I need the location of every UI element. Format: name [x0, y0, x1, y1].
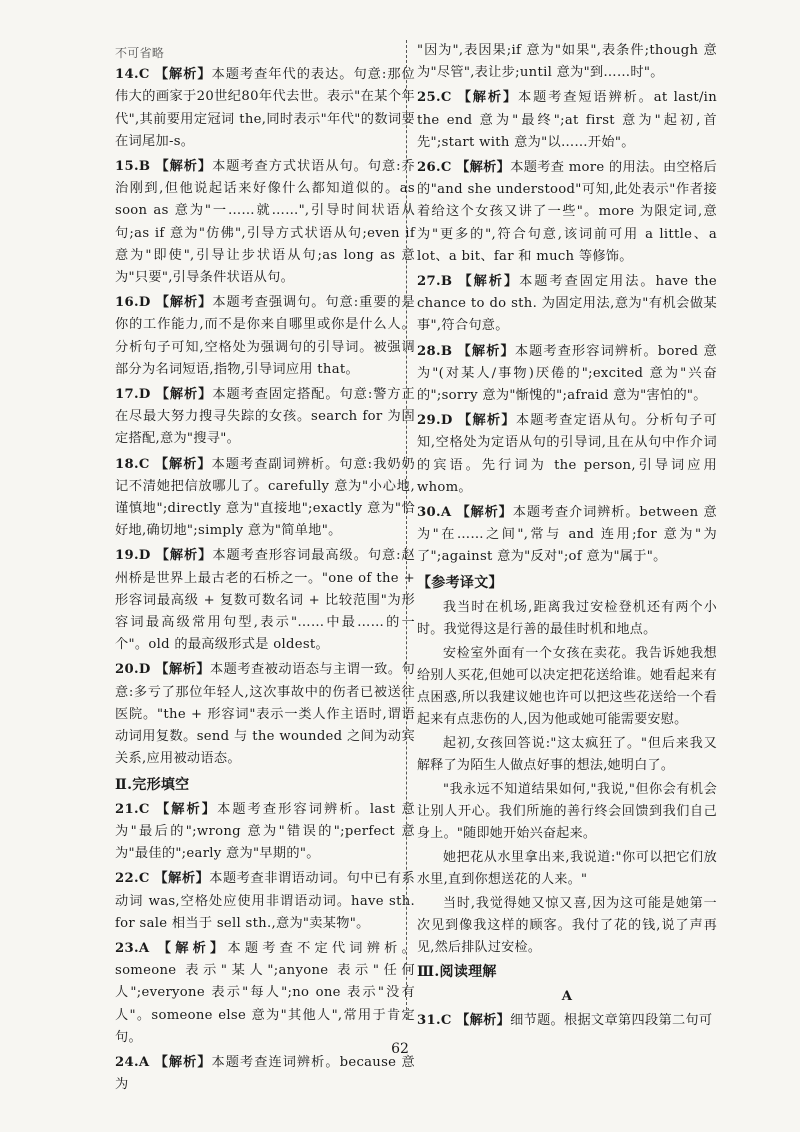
answer-entry [115, 659, 415, 770]
analysis-text: 本题考查年代的表达。句意:那位伟大的画家于20世纪80年代去世。表示"在某个年代",其前要用定冠词 the,同时表示"年代"的数词要在词尾加-s。 [115, 67, 415, 149]
analysis-tag: 【解析】 [457, 90, 519, 106]
translation-heading: 【参考译文】 [417, 574, 503, 591]
analysis-tag: 【解析】 [155, 662, 210, 678]
analysis-tag: 【解析】 [458, 274, 520, 290]
answer-entry [115, 64, 415, 153]
answer-number: 19.D [115, 548, 151, 564]
analysis-text: 本题考查形容词辨析。bored 意为"(对某人/事物)厌倦的";excited 意为"兴奋的";sorry 意为"惭愧的";afraid 意为"害怕的"。 [417, 343, 718, 404]
answer-number: 31.C [417, 1013, 452, 1029]
translation-paragraph: 我当时在机场,距离我过安检登机还有两个小时。我觉得这是行善的最佳时机和地点。 [417, 599, 717, 637]
analysis-text: 本题考查形容词最高级。句意:赵州桥是世界上最古老的石桥之一。"one of the + 形容词最高级 + 复数可数名词 + 比较范围"为形容词最高级常用句型,表示"……中最……的一个"。old 的最高级形式是 oldest。 [115, 548, 415, 653]
analysis-text: 本题考查不定代词辨析。someone 表示"某人";anyone 表示"任何人";everyone 表示"每人";no one 表示"没有人"。someone else 意为"其他人",常用于肯定句。 [115, 940, 415, 1045]
analysis-tag: 【解析】 [155, 387, 213, 403]
answer-entry [115, 1052, 415, 1096]
section-reading-heading: Ⅲ.阅读理解 [417, 963, 497, 980]
left-entries [115, 64, 415, 770]
analysis-tag: 【解析】 [157, 940, 228, 956]
answer-entry [115, 545, 415, 656]
continued-text: "因为",表因果;if 意为"如果",表条件;though 意为"尽管",表让步;until 意为"到……时"。 [417, 43, 717, 81]
column-divider [406, 40, 407, 1020]
page-number: 62 [391, 1041, 409, 1057]
answer-number: 28.B [417, 343, 453, 359]
analysis-text: 本题考查方式状语从句。句意:乔治刚到,但他说起话来好像什么都知道似的。as soon as 意为"一……就……",引导时间状语从句;as if 意为"仿佛",引导方式状语从句;even if 意为"即使",引导让步状语从句;as long as 意为"只要",引导条件状语从句。 [115, 159, 415, 286]
answer-number: 14.C [115, 67, 150, 83]
answer-number: 15.B [115, 159, 151, 175]
answer-entry [115, 938, 415, 1049]
analysis-tag: 【解析】 [456, 160, 511, 176]
answer-entry [417, 410, 717, 499]
answer-number: 20.D [115, 662, 151, 678]
analysis-tag: 【解析】 [456, 1013, 511, 1029]
analysis-tag: 【解析】 [154, 67, 212, 83]
analysis-tag: 【解析】 [155, 295, 213, 311]
answer-entry [417, 502, 717, 569]
analysis-text: 本题考查副词辨析。句意:我奶奶记不清她把信放哪儿了。carefully 意为"小心地,谨慎地";directly 意为"直接地";exactly 意为"恰好地,确切地";simply 意为"简单地"。 [115, 456, 415, 539]
left-column [115, 42, 415, 1099]
translation-paragraph: 当时,我觉得她又惊又喜,因为这可能是她第一次见到像我这样的顾客。我付了花的钱,说了声再见,然后排队过安检。 [417, 895, 717, 955]
answer-number: 26.C [417, 160, 452, 176]
answer-number: 17.D [115, 387, 151, 403]
analysis-tag: 【解析】 [457, 343, 515, 359]
answer-entry [115, 799, 415, 866]
answer-entry-31 [417, 1010, 717, 1032]
analysis-tag: 【解析】 [154, 456, 212, 472]
answer-number: 29.D [417, 413, 453, 429]
translation-paragraph: 起初,女孩回答说:"这太疯狂了。"但后来我又解释了为陌生人做点好事的想法,她明白了。 [417, 735, 717, 773]
analysis-text: 本题考查形容词辨析。last 意为"最后的";wrong 意为"错误的";perfect 意为"最佳的";early 意为"早期的"。 [115, 801, 416, 862]
answer-number: 24.A [115, 1054, 150, 1070]
answer-number: 18.C [115, 456, 150, 472]
translation-paragraph: 安检室外面有一个女孩在卖花。我告诉她我想给别人买花,但她可以决定把花送给谁。她看起来有点困惑,所以我建议她也许可以把这些花送给一个看起来有点悲伤的人,因为他或她可能需要安慰。 [417, 645, 717, 727]
analysis-text: 本题考查定语从句。分析句子可知,空格处为定语从句的引导词,且在从句中作介词的宾语。先行词为 the person,引导词应用 whom。 [417, 413, 718, 495]
analysis-text: 本题考查被动语态与主谓一致。句意:多亏了那位年轻人,这次事故中的伤者已被送往医院。"the + 形容词"表示一类人作主语时,谓语动词用复数。send 与 the wounded 之间为动宾关系,应用被动语态。 [115, 662, 415, 767]
answer-entry [417, 341, 717, 408]
answer-number: 21.C [115, 801, 150, 817]
analysis-tag: 【解析】 [155, 548, 213, 564]
right-column [417, 40, 717, 1035]
answer-number: 22.C [115, 871, 150, 887]
translation-body [417, 597, 717, 959]
top-fragment: 不可省略 [115, 46, 165, 60]
analysis-text: 本题考查介词辨析。between 意为"在……之间",常与 and 连用;for 意为"为了";against 意为"反对";of 意为"属于"。 [417, 505, 717, 565]
answer-number: 25.C [417, 90, 452, 106]
answer-entry [417, 87, 717, 154]
answer-number: 30.A [417, 505, 452, 521]
analysis-tag: 【解析】 [155, 159, 213, 175]
translation-paragraph: "我永远不知道结果如何,"我说,"但你会有机会让别人开心。我们所施的善行终会回馈到我们自己身上。"随即她开始兴奋起来。 [417, 781, 717, 841]
analysis-tag: 【解析】 [154, 871, 210, 887]
answer-entry [417, 157, 717, 268]
analysis-tag: 【解析】 [456, 505, 513, 521]
analysis-tag: 【解析】 [458, 413, 516, 429]
answer-entry [115, 156, 415, 289]
analysis-text: 本题考查短语辨析。at last/in the end 意为"最终";at first 意为"起初,首先";start with 意为"以……开始"。 [417, 90, 717, 150]
right-entries [417, 87, 717, 568]
translation-paragraph: 她把花从水里拿出来,我说道:"你可以把它们放水里,直到你想送花的人来。" [417, 849, 717, 887]
analysis-text: 本题考查固定用法。have the chance to do sth. 为固定用法,意为"有机会做某事",符合句意。 [417, 274, 718, 334]
answer-number: 27.B [417, 274, 453, 290]
analysis-text: 细节题。根据文章第四段第二句可 [510, 1013, 713, 1029]
answer-number: 16.D [115, 295, 151, 311]
section-cloze-heading: Ⅱ.完形填空 [115, 776, 190, 793]
analysis-text: 本题考查连词辨析。because 意为 [115, 1054, 415, 1093]
reading-sub-heading: A [561, 989, 573, 1005]
answer-entry [417, 271, 717, 338]
analysis-tag: 【解析】 [155, 801, 218, 817]
answer-entry [115, 454, 415, 543]
analysis-text: 本题考查 more 的用法。由空格后的"and she understood"可知,此处表示"作者接着给这个女孩又讲了一些"。more 为限定词,意为"更多的",符合句意,该词前可用 a little、a lot、a bit、far 和 much 等修饰。 [417, 160, 717, 264]
answer-entry [115, 868, 415, 935]
analysis-text: 本题考查固定搭配。句意:警方正在尽最大努力搜寻失踪的女孩。search for 为固定搭配,意为"搜寻"。 [115, 387, 415, 447]
analysis-text: 本题考查非谓语动词。句中已有系动词 was,空格处应使用非谓语动词。have sth. for sale 相当于 sell sth.,意为"卖某物"。 [115, 871, 415, 931]
answer-entry [115, 384, 415, 451]
answer-number: 23.A [115, 940, 150, 956]
answer-entry [115, 292, 415, 381]
analysis-tag: 【解析】 [154, 1054, 212, 1070]
analysis-text: 本题考查强调句。句意:重要的是你的工作能力,而不是你来自哪里或你是什么人。分析句子可知,空格处为强调句的引导词。被强调部分为名词短语,指物,引导词应用 that。 [115, 295, 415, 377]
